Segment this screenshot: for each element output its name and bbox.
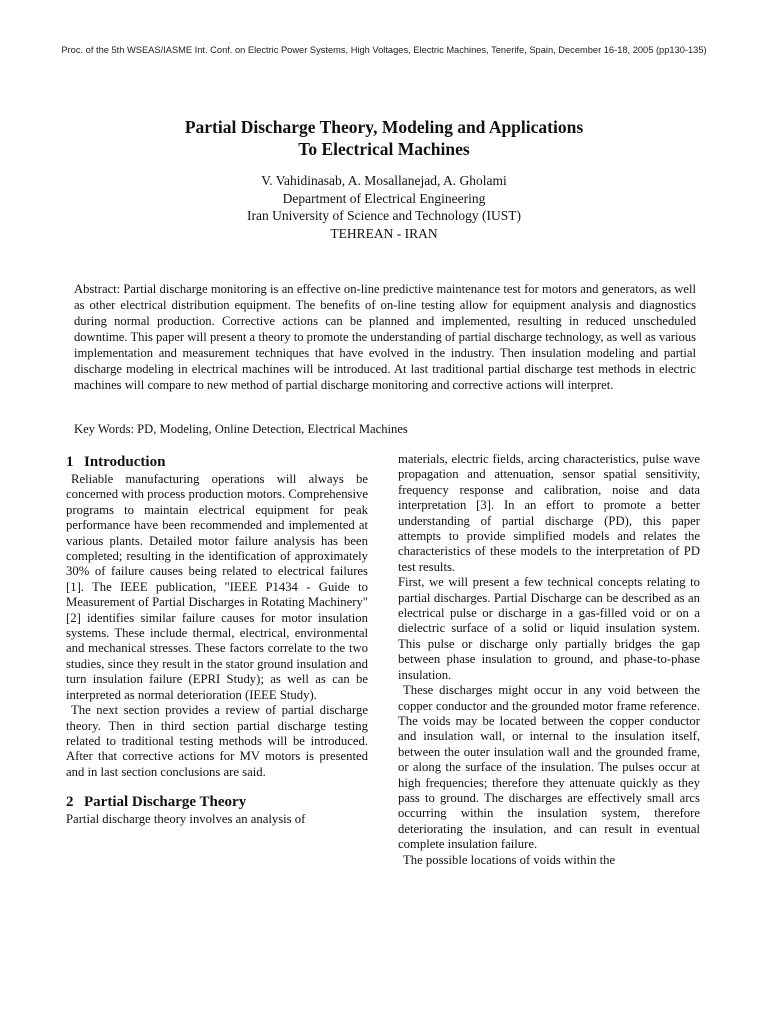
right-column-paragraph: These discharges might occur in any void between the copper conductor and the grounded motor frame reference. The voids may be located between the copper conductor and insulation wall, or internal to the insulation itself, between the outer insulation wall and the grounded frame, or along the surface of the insulation. The pulses occur at high frequencies; therefore they attenuate quickly as they pass to ground. The discharges are effectively small arcs occurring within the insulation system, therefore deteriorating the insulation, and can result in eventual complete insulation failure. xyxy=(398,683,700,852)
paper-title-line-1: Partial Discharge Theory, Modeling and Applications xyxy=(184,117,584,137)
left-column xyxy=(66,452,368,828)
section-2-heading xyxy=(66,792,368,812)
conference-header: Proc. of the 5th WSEAS/IASME Int. Conf. on Electric Power Systems, High Voltages, Electric Machines, Tenerife, Spain, December 16-18, 2005 (pp130-135) xyxy=(61,45,707,55)
section-2-paragraph: Partial discharge theory involves an analysis of xyxy=(66,812,306,827)
section-2-number: 2 xyxy=(66,794,74,811)
right-column-paragraph: The possible locations of voids within the xyxy=(403,852,616,867)
paper-title xyxy=(0,116,768,160)
right-column xyxy=(398,452,700,868)
section-1-number: 1 xyxy=(66,454,74,470)
section-1-paragraph: Reliable manufacturing operations will always be concerned with process production motors. Comprehensive programs to maintain electrical equipment for peak performance have been recommended and implemented at various plants. Detailed motor failure analysis has been completed; resulting in the identification of approximately 30% of failure causes being related to electrical failures [1]. The IEEE publication, "IEEE P1434 - Guide to Measurement of Partial Discharges in Rotating Machinery" [2] identifies similar failure causes for motor insulation systems. These include thermal, electrical, environmental and mechanical stresses. These factors correlate to the two studies, since they result in the stator ground insulation and turn insulation failure (EPRI Study); as well as can be interpreted as normal deterioration (IEEE Study). xyxy=(66,472,368,702)
section-1-heading xyxy=(66,452,368,472)
section-1-paragraph: The next section provides a review of partial discharge theory. Then in third section partial discharge testing related to traditional testing methods will be introduced. After that corrective actions for MV motors is presented and in last section conclusions are said. xyxy=(66,703,368,779)
right-column-paragraph: materials, electric fields, arcing characteristics, pulse wave propagation and attenuation, sensor spatial sensitivity, frequency response and calibration, noise and data interpretation [3]. In an effort to promote a better understanding of partial discharge (PD), this paper attempts to provide simplified models and relates the characteristics of these models to the interpretation of PD test results. xyxy=(398,452,700,574)
author-department: Department of Electrical Engineering xyxy=(282,190,486,206)
author-university: Iran University of Science and Technology (IUST) xyxy=(247,208,521,223)
right-column-paragraph: First, we will present a few technical concepts relating to partial discharges. Partial Discharge can be described as an electrical pulse or discharge in a gas-filled void or on a dielectric surface of a solid or liquid insulation system. This pulse or discharge only partially bridges the gap between phase insulation to ground, and phase-to-phase insulation. xyxy=(398,575,700,682)
section-2-title: Partial Discharge Theory xyxy=(84,794,247,811)
section-1-title: Introduction xyxy=(84,454,166,470)
keywords: Key Words: PD, Modeling, Online Detection, Electrical Machines xyxy=(74,421,408,436)
paper-title-line-2: To Electrical Machines xyxy=(298,139,470,159)
author-location: TEHREAN - IRAN xyxy=(330,225,438,241)
abstract: Abstract: Partial discharge monitoring is an effective on-line predictive maintenance test for motors and generators, as well as other electrical distribution equipment. The benefits of on-line testing allow for equipment analysis and diagnostics during normal production. Corrective actions can be planned and implemented, resulting in reduced unscheduled downtime. This paper will present a theory to promote the understanding of partial discharge technology, as well as various implementation and measurement techniques that have evolved in the industry. Then insulation modeling and partial discharge modeling in electrical machines will be introduced. At last traditional partial discharge test methods in electric machines will compare to new method of partial discharge monitoring and corrective actions will interpret. xyxy=(74,281,696,392)
author-block xyxy=(0,172,768,242)
author-names: V. Vahidinasab, A. Mosallanejad, A. Gholami xyxy=(261,173,507,188)
